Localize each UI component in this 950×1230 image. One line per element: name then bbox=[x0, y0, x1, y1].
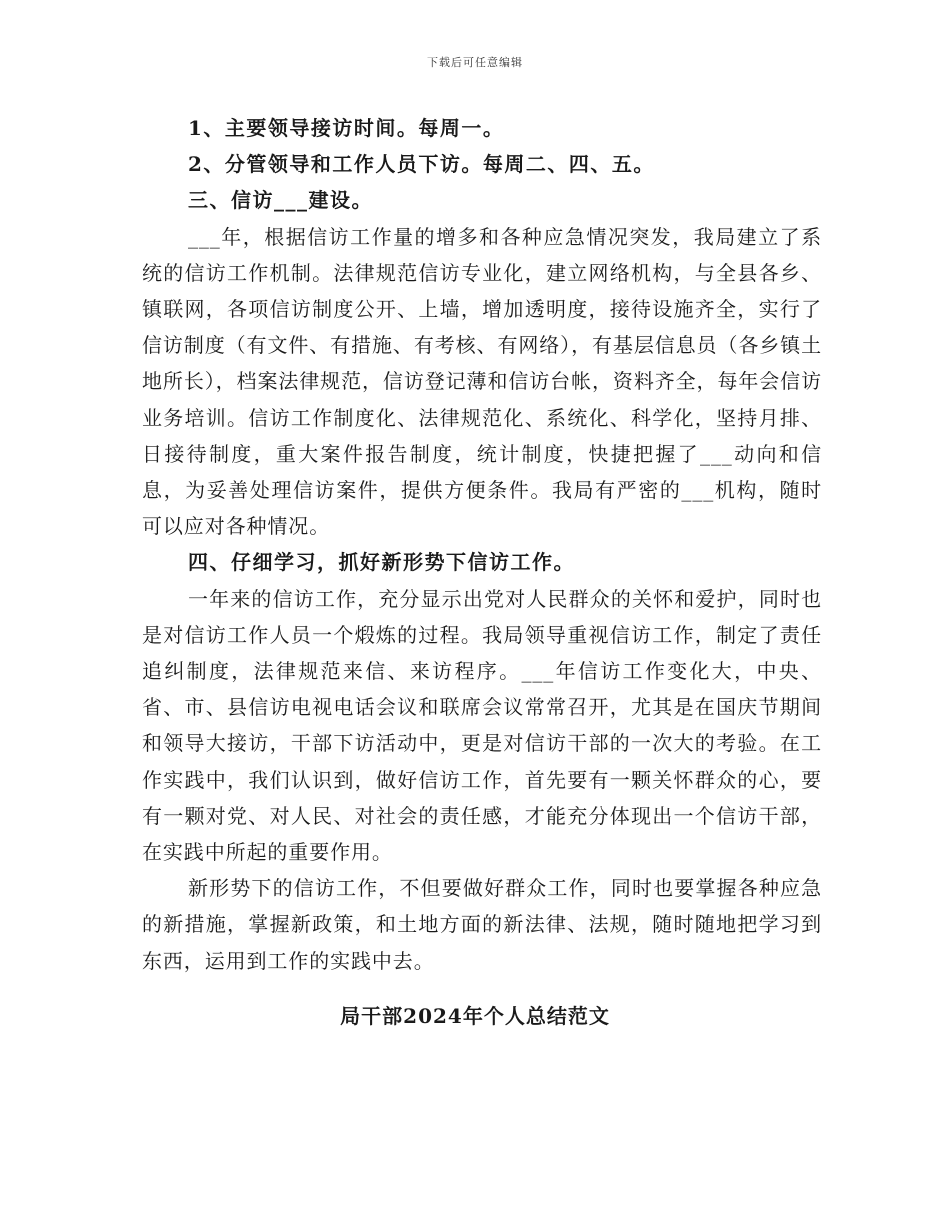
list-item-reception-time: 1、主要领导接访时间。每周一。 bbox=[188, 116, 505, 140]
section-heading-4: 四、仔细学习，抓好新形势下信访工作。 bbox=[188, 550, 575, 575]
list-item-visit-schedule: 2、分管领导和工作人员下访。每周二、四、五。 bbox=[188, 152, 655, 177]
section-heading-3: 三、信访___建设。 bbox=[188, 188, 373, 213]
section-4-paragraph-1: 一年来的信访工作，充分显示出党对人民群众的关怀和爱护，同时也是对信访工作人员一个煅炼的过程。我局领导重视信访工作，制定了责任追纠制度，法律规范来信、来访程序。___年信访工作变化大，中央、省、市、县信访电视电话会议和联席会议常常召开，尤其是在国庆节期间和领导大接访，干部下访活动中，更是对信访干部的一次大的考验。在工作实践中，我们认识到，做好信访工作，首先要有一颗关怀群众的心，要有一颗对党、对人民、对社会的责任感，才能充分体现出一个信访干部，在实践中所起的重要作用。 bbox=[142, 586, 822, 865]
section-4-paragraph-2: 新形势下的信访工作，不但要做好群众工作，同时也要掌握各种应急的新措施，掌握新政策，和土地方面的新法律、法规，随时随地把学习到东西，运用到工作的实践中去。 bbox=[142, 876, 822, 973]
page-header: 下载后可任意编辑 bbox=[427, 56, 523, 69]
document-title: 局干部2024年个人总结范文 bbox=[340, 1004, 610, 1028]
section-3-paragraph: ___年，根据信访工作量的增多和各种应急情况突发，我局建立了系统的信访工作机制。法律规范信访专业化，建立网络机构，与全县各乡、镇联网，各项信访制度公开、上墙，增加透明度，接待设施齐全，实行了信访制度（有文件、有措施、有考核、有网络），有基层信息员（各乡镇土地所长），档案法律规范，信访登记薄和信访台帐，资料齐全，每年会信访业务培训。信访工作制度化、法律规范化、系统化、科学化，坚持月排、日接待制度，重大案件报告制度，统计制度，快捷把握了___动向和信息，为妥善处理信访案件，提供方便条件。我局有严密的___机构，随时可以应对各种情况。 bbox=[142, 224, 822, 539]
document-body bbox=[142, 110, 822, 979]
